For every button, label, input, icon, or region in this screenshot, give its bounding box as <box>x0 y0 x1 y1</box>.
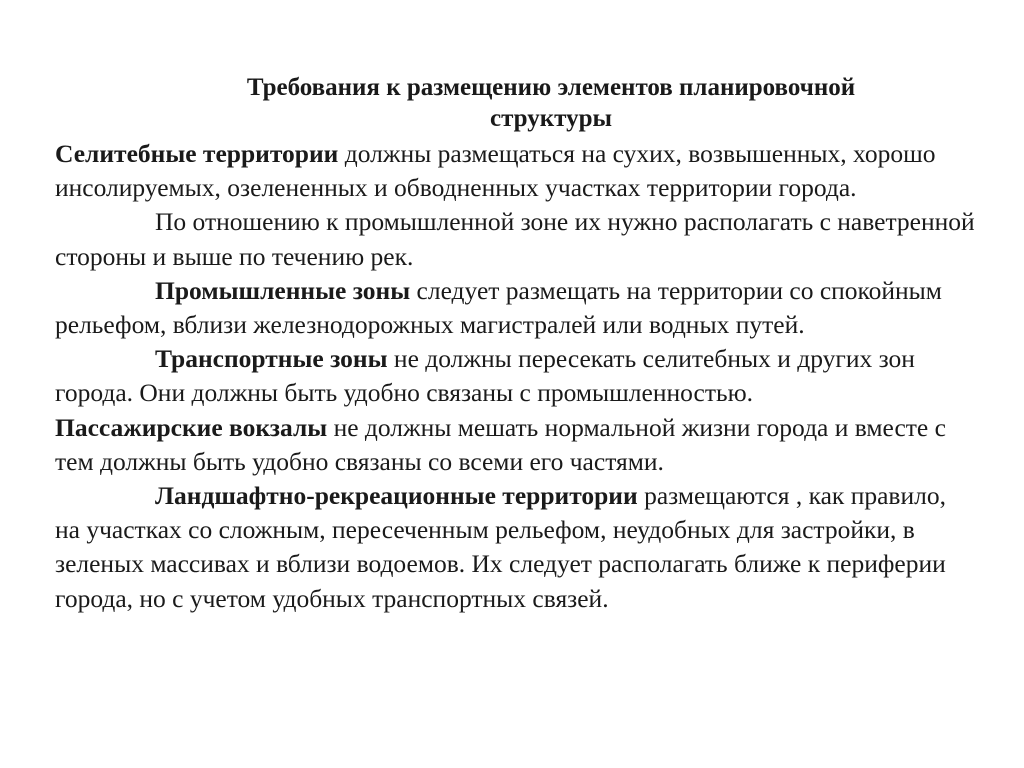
paragraph-recreation <box>55 479 975 616</box>
term-transport: Транспортные зоны <box>155 344 388 374</box>
text-industrial: следует размещать на территории со спокойным рельефом, вблизи железнодорожных магистралей или водных путей. <box>55 275 942 340</box>
term-stations: Пассажирские вокзалы <box>55 412 328 442</box>
term-industrial: Промышленные зоны <box>155 275 411 305</box>
paragraph-industrial <box>55 274 975 342</box>
term-recreation: Ландшафтно-рекреационные территории <box>155 481 638 511</box>
text-transport: не должны пересекать селитебных и других зон города. Они должны быть удобно связаны с промышленностью. <box>55 344 915 408</box>
paragraph-stations <box>55 411 975 479</box>
slide-body <box>55 137 975 616</box>
text-stations: не должны мешать нормальной жизни города и вместе с тем должны быть удобно связаны со всеми его частями. <box>55 412 946 476</box>
paragraph-industrial-relation <box>55 205 975 273</box>
title-line-1: Требования к размещению элементов планировочной <box>246 74 856 101</box>
slide <box>55 72 975 616</box>
slide-title <box>55 72 975 134</box>
paragraph-residential <box>55 137 975 205</box>
text-residential: должны размещаться на сухих, возвышенных, хорошо инсолируемых, озелененных и обводненных участках территории города. <box>55 139 936 203</box>
text-industrial-relation: По отношению к промышленной зоне их нужно располагать с наветренной стороны и выше по течению рек. <box>55 207 975 271</box>
term-residential: Селитебные территории <box>55 139 339 168</box>
text-recreation: размещаются , как правило, на участках со сложным, пересеченным рельефом, неудобных для застройки, в зеленых массивах и вблизи водоемов. Их следует располагать ближе к периферии города, но с учетом удобных транспортных связей. <box>55 481 946 613</box>
title-line-2: структуры <box>489 105 613 132</box>
paragraph-transport <box>55 342 975 410</box>
